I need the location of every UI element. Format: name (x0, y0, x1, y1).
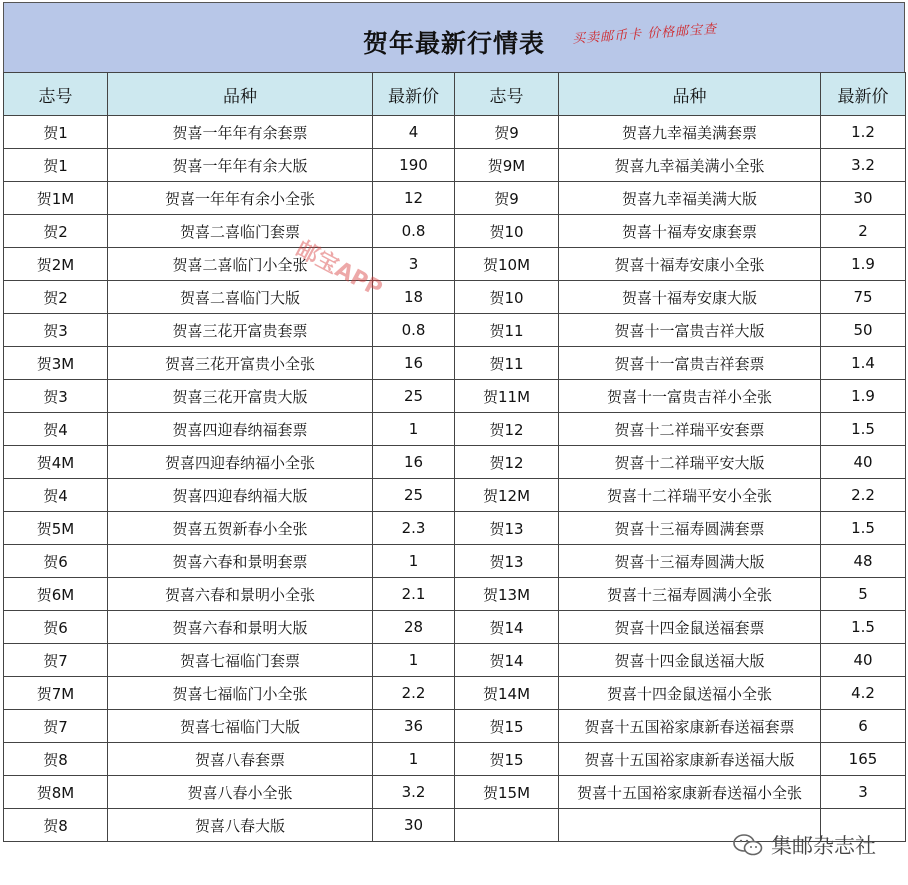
cell-price-right: 40 (821, 644, 906, 677)
header-row (4, 73, 906, 116)
header-price-right: 最新价 (821, 73, 906, 116)
cell-variety-right: 贺喜十二祥瑞平安大版 (559, 446, 821, 479)
cell-price-left: 1 (373, 413, 455, 446)
cell-price-left: 36 (373, 710, 455, 743)
cell-price-left: 2.3 (373, 512, 455, 545)
cell-price-right: 3 (821, 776, 906, 809)
cell-price-left: 18 (373, 281, 455, 314)
cell-code-right: 贺13 (455, 545, 559, 578)
cell-price-left: 30 (373, 809, 455, 842)
cell-price-left: 3.2 (373, 776, 455, 809)
cell-code-right: 贺15 (455, 710, 559, 743)
header-code-right: 志号 (455, 73, 559, 116)
header-variety-left: 品种 (108, 73, 373, 116)
cell-price-right: 2 (821, 215, 906, 248)
table-row (4, 215, 906, 248)
cell-variety-left: 贺喜五贺新春小全张 (108, 512, 373, 545)
cell-code-right: 贺11 (455, 347, 559, 380)
table-row (4, 512, 906, 545)
cell-variety-left: 贺喜三花开富贵小全张 (108, 347, 373, 380)
cell-code-right: 贺11M (455, 380, 559, 413)
cell-code-left: 贺3 (4, 380, 108, 413)
table-row (4, 644, 906, 677)
footer-watermark-text: 集邮杂志社 (771, 834, 876, 858)
cell-code-left: 贺2 (4, 215, 108, 248)
cell-code-left: 贺6M (4, 578, 108, 611)
cell-price-left: 0.8 (373, 314, 455, 347)
header-variety-right: 品种 (559, 73, 821, 116)
cell-code-right (455, 809, 559, 842)
wechat-icon (733, 833, 763, 857)
cell-price-right: 4.2 (821, 677, 906, 710)
cell-variety-right: 贺喜十五国裕家康新春送福大版 (559, 743, 821, 776)
cell-variety-right: 贺喜十三福寿圆满套票 (559, 512, 821, 545)
cell-variety-right: 贺喜十五国裕家康新春送福小全张 (559, 776, 821, 809)
cell-code-left: 贺7 (4, 644, 108, 677)
cell-variety-right: 贺喜十三福寿圆满大版 (559, 545, 821, 578)
cell-code-left: 贺4M (4, 446, 108, 479)
cell-price-left: 16 (373, 347, 455, 380)
cell-variety-left: 贺喜八春小全张 (108, 776, 373, 809)
cell-variety-left: 贺喜三花开富贵大版 (108, 380, 373, 413)
cell-price-left: 28 (373, 611, 455, 644)
cell-price-left: 2.2 (373, 677, 455, 710)
cell-code-right: 贺13M (455, 578, 559, 611)
cell-price-right: 50 (821, 314, 906, 347)
cell-variety-left: 贺喜四迎春纳福大版 (108, 479, 373, 512)
cell-code-right: 贺9 (455, 182, 559, 215)
cell-code-left: 贺6 (4, 545, 108, 578)
cell-price-left: 190 (373, 149, 455, 182)
cell-variety-right: 贺喜十一富贵吉祥小全张 (559, 380, 821, 413)
red-stamp-text: 买卖邮币卡 价格邮宝查 (571, 21, 718, 48)
table-row (4, 710, 906, 743)
page-title: 贺年最新行情表 (362, 29, 545, 58)
cell-variety-left: 贺喜二喜临门套票 (108, 215, 373, 248)
cell-price-right: 1.5 (821, 512, 906, 545)
footer-watermark (733, 830, 876, 860)
cell-variety-right: 贺喜十二祥瑞平安套票 (559, 413, 821, 446)
header-code-left: 志号 (4, 73, 108, 116)
cell-code-left: 贺2 (4, 281, 108, 314)
cell-code-right: 贺14 (455, 644, 559, 677)
cell-variety-right: 贺喜九幸福美满套票 (559, 116, 821, 149)
cell-code-left: 贺1 (4, 116, 108, 149)
cell-price-right: 1.9 (821, 380, 906, 413)
cell-variety-left: 贺喜八春大版 (108, 809, 373, 842)
table-row (4, 776, 906, 809)
cell-variety-left: 贺喜七福临门小全张 (108, 677, 373, 710)
cell-price-right: 48 (821, 545, 906, 578)
cell-code-right: 贺9M (455, 149, 559, 182)
cell-code-right: 贺10 (455, 215, 559, 248)
cell-price-right: 30 (821, 182, 906, 215)
cell-price-left: 2.1 (373, 578, 455, 611)
cell-code-right: 贺15M (455, 776, 559, 809)
cell-price-right: 1.5 (821, 413, 906, 446)
cell-variety-right: 贺喜十五国裕家康新春送福套票 (559, 710, 821, 743)
cell-price-left: 0.8 (373, 215, 455, 248)
cell-variety-left: 贺喜四迎春纳福套票 (108, 413, 373, 446)
cell-variety-left: 贺喜七福临门套票 (108, 644, 373, 677)
table-row (4, 314, 906, 347)
title-bar (3, 2, 905, 72)
cell-code-left: 贺7 (4, 710, 108, 743)
cell-code-right: 贺12 (455, 413, 559, 446)
cell-code-right: 贺13 (455, 512, 559, 545)
price-sheet (3, 2, 905, 842)
cell-variety-right: 贺喜十福寿安康大版 (559, 281, 821, 314)
table-row (4, 116, 906, 149)
cell-variety-left: 贺喜四迎春纳福小全张 (108, 446, 373, 479)
cell-code-left: 贺4 (4, 479, 108, 512)
cell-code-right: 贺9 (455, 116, 559, 149)
cell-code-left: 贺4 (4, 413, 108, 446)
table-row (4, 149, 906, 182)
cell-variety-left: 贺喜二喜临门小全张 (108, 248, 373, 281)
price-table (3, 72, 906, 842)
cell-variety-left: 贺喜一年年有余套票 (108, 116, 373, 149)
cell-code-left: 贺8M (4, 776, 108, 809)
cell-variety-left: 贺喜一年年有余大版 (108, 149, 373, 182)
cell-code-left: 贺8 (4, 743, 108, 776)
cell-price-left: 25 (373, 479, 455, 512)
cell-price-left: 1 (373, 644, 455, 677)
cell-price-left: 25 (373, 380, 455, 413)
table-body (4, 116, 906, 842)
cell-code-left: 贺3M (4, 347, 108, 380)
cell-code-left: 贺1 (4, 149, 108, 182)
cell-code-left: 贺5M (4, 512, 108, 545)
cell-price-right: 5 (821, 578, 906, 611)
table-row (4, 446, 906, 479)
cell-variety-right: 贺喜十福寿安康小全张 (559, 248, 821, 281)
cell-variety-left: 贺喜七福临门大版 (108, 710, 373, 743)
cell-code-right: 贺12 (455, 446, 559, 479)
table-row (4, 248, 906, 281)
cell-code-right: 贺10 (455, 281, 559, 314)
cell-code-right: 贺11 (455, 314, 559, 347)
table-row (4, 545, 906, 578)
cell-price-left: 16 (373, 446, 455, 479)
cell-variety-right: 贺喜九幸福美满大版 (559, 182, 821, 215)
table-row (4, 281, 906, 314)
cell-price-left: 1 (373, 545, 455, 578)
cell-code-left: 贺1M (4, 182, 108, 215)
cell-code-right: 贺12M (455, 479, 559, 512)
table-row (4, 611, 906, 644)
cell-code-left: 贺8 (4, 809, 108, 842)
cell-price-right: 75 (821, 281, 906, 314)
cell-price-left: 4 (373, 116, 455, 149)
cell-code-right: 贺10M (455, 248, 559, 281)
cell-price-right: 3.2 (821, 149, 906, 182)
table-row (4, 479, 906, 512)
app-watermark: 邮宝APP (291, 236, 387, 303)
cell-price-right: 1.4 (821, 347, 906, 380)
table-row (4, 743, 906, 776)
cell-variety-left: 贺喜三花开富贵套票 (108, 314, 373, 347)
cell-price-right: 165 (821, 743, 906, 776)
cell-price-left: 3 (373, 248, 455, 281)
cell-code-right: 贺15 (455, 743, 559, 776)
table-row (4, 578, 906, 611)
cell-price-right: 6 (821, 710, 906, 743)
cell-variety-right: 贺喜十一富贵吉祥套票 (559, 347, 821, 380)
table-row (4, 677, 906, 710)
cell-variety-right: 贺喜十三福寿圆满小全张 (559, 578, 821, 611)
cell-variety-right: 贺喜十四金鼠送福大版 (559, 644, 821, 677)
cell-variety-left: 贺喜一年年有余小全张 (108, 182, 373, 215)
cell-price-right: 2.2 (821, 479, 906, 512)
cell-code-left: 贺7M (4, 677, 108, 710)
cell-variety-right: 贺喜十一富贵吉祥大版 (559, 314, 821, 347)
table-row (4, 347, 906, 380)
table-row (4, 380, 906, 413)
cell-code-left: 贺6 (4, 611, 108, 644)
cell-variety-right: 贺喜十四金鼠送福套票 (559, 611, 821, 644)
cell-variety-left: 贺喜六春和景明大版 (108, 611, 373, 644)
cell-code-left: 贺2M (4, 248, 108, 281)
cell-variety-right: 贺喜十四金鼠送福小全张 (559, 677, 821, 710)
cell-variety-left: 贺喜六春和景明小全张 (108, 578, 373, 611)
cell-variety-right: 贺喜九幸福美满小全张 (559, 149, 821, 182)
cell-code-right: 贺14 (455, 611, 559, 644)
header-price-left: 最新价 (373, 73, 455, 116)
cell-variety-left: 贺喜二喜临门大版 (108, 281, 373, 314)
table-row (4, 182, 906, 215)
cell-price-right: 40 (821, 446, 906, 479)
cell-price-left: 1 (373, 743, 455, 776)
cell-variety-right: 贺喜十福寿安康套票 (559, 215, 821, 248)
cell-price-right: 1.5 (821, 611, 906, 644)
cell-variety-right: 贺喜十二祥瑞平安小全张 (559, 479, 821, 512)
cell-price-left: 12 (373, 182, 455, 215)
cell-variety-left: 贺喜六春和景明套票 (108, 545, 373, 578)
cell-price-right: 1.9 (821, 248, 906, 281)
table-row (4, 413, 906, 446)
cell-variety-left: 贺喜八春套票 (108, 743, 373, 776)
cell-code-right: 贺14M (455, 677, 559, 710)
cell-price-right: 1.2 (821, 116, 906, 149)
cell-code-left: 贺3 (4, 314, 108, 347)
